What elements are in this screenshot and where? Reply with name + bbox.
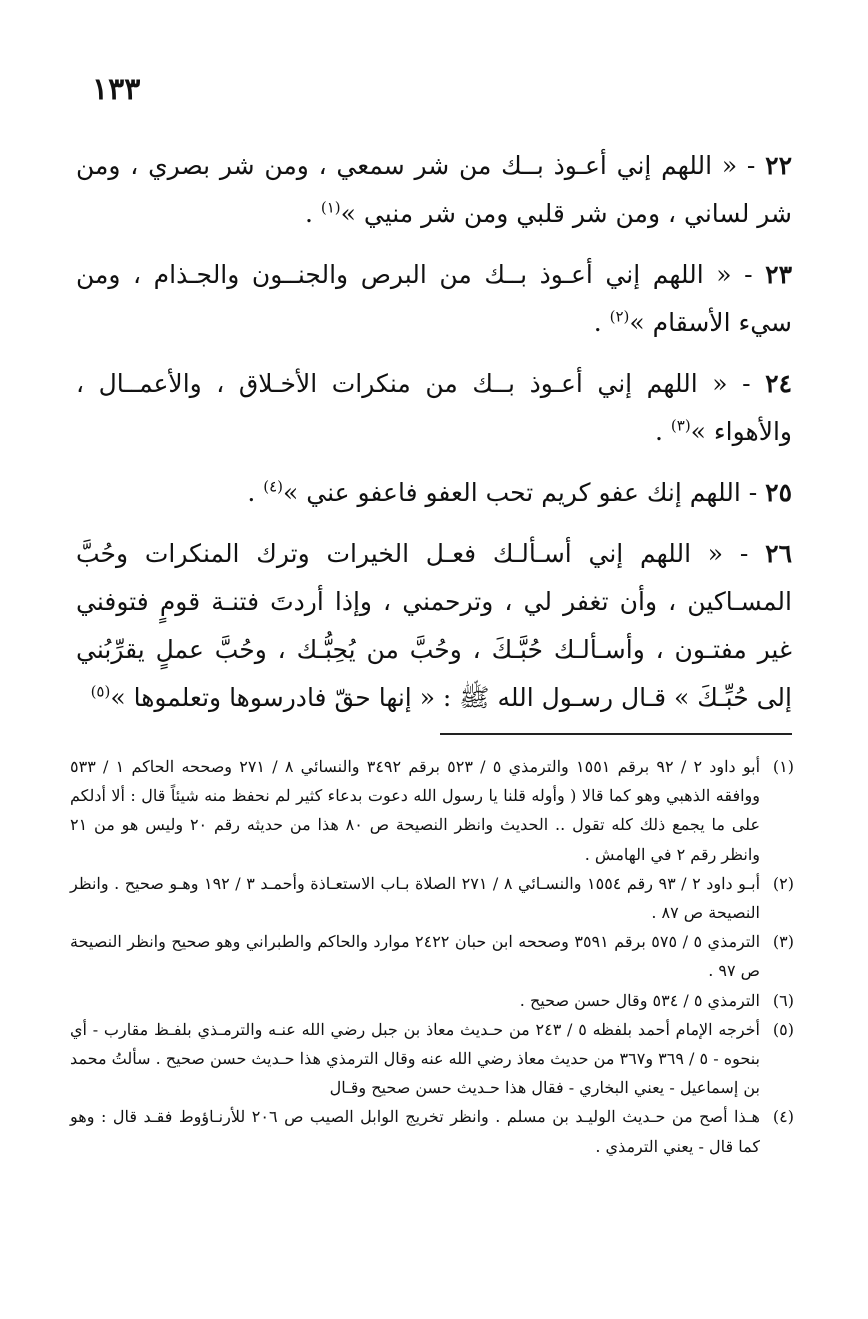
dua-number: ٢٣: [765, 260, 792, 289]
footnote-text: الترمذي ٥ / ٥٣٤ وقال حسن صحيح .: [519, 990, 760, 1010]
dua-number: ٢٤: [765, 369, 792, 398]
footnote-text: أبـو داود ٢ / ٩٣ رقم ١٥٥٤ والنسـائي ٨ / ٢٧١ الصلاة بـاب الاستعـاذة وأحمـد ٣ / ١٩٢ وهـو صحيح . وانظر النصيحة ص ٨٧ .: [70, 873, 761, 923]
footnote-number: (١): [772, 757, 794, 776]
footnote-divider: [440, 733, 792, 735]
dua-text: « اللهم إني أعـوذ بــك من البرص والجنــون والجـذام ، ومن سيء الأسقام »: [76, 260, 792, 337]
dua-item: ٢٤ - « اللهم إني أعـوذ بــك من منكرات الأخـلاق ، والأعمــال ، والأهواء »$^{(٣)}$ .: [76, 369, 792, 446]
dua-list: [76, 142, 792, 735]
footnote: [70, 927, 794, 985]
footnote-number: (٢): [772, 873, 794, 893]
footnote: [70, 1102, 794, 1160]
dua-number: ٢٥: [765, 478, 792, 507]
footnote-number: (٥): [772, 1019, 794, 1039]
footnote-text: أخرجه الإمام أحمد بلفظه ٥ / ٢٤٣ من حـديث معاذ بن جبل رضي الله عنـه والترمـذي بلفـظ مقارب - أي بنحوه - ٥ / ٣٦٩ و٣٦٧ من حديث معاذ رضي الله عنه وقال الترمذي هذا حـديث حسن صحيح . سألتُ محمد بن إسماعيل - يعني البخاري - فقال هذا حـديث حسن صحيح وقـال: [70, 1019, 761, 1098]
footnote-number: (٦): [772, 990, 794, 1010]
dua-item: ٢٣ - « اللهم إني أعـوذ بــك من البرص والجنــون والجـذام ، ومن سيء الأسقام »$^{(٢)}$ .: [76, 260, 792, 337]
dua-item: ٢٥ - اللهم إنك عفو كريم تحب العفو فاعفو عني »$^{(٤)}$ .: [247, 477, 792, 507]
footnote-ref: (١): [320, 198, 341, 217]
footnote: [70, 869, 794, 927]
footnote: [70, 1015, 794, 1103]
footnote-text: الترمذي ٥ / ٥٧٥ برقم ٣٥٩١ وصححه ابن حبان ٢٤٢٢ موارد والحاكم والطبراني وهو صحيح وانظر النصيحة ص ٩٧ .: [70, 932, 761, 981]
dua-text: « اللهم إني أسـألـك فعـل الخيرات وترك المنكرات وحُبَّ المسـاكين ، وأن تغفر لي ، وترحمني ، وإذا أردتَ فتنـة قومٍ فتوفني غير مفتـون ، وأسـألـك حُبَّـكَ ، وحُبَّ من يُحِبُّـك ، وحُبَّ عملٍ يقرِّبُني إلى حُبِّـكَ » قـال رسـول الله ﷺ : « إنها حقّ فادرسوها وتعلموها »: [76, 539, 792, 712]
footnote-ref: (٤): [263, 477, 283, 496]
page-number: ١٣٣: [92, 72, 141, 107]
footnotes: [70, 752, 794, 1161]
footnote-number: (٣): [772, 932, 794, 952]
dua-text: « اللهم إني أعـوذ بــك من شر سمعي ، ومن شر بصري ، ومن شر لساني ، ومن شر قلبي ومن شر منيي »: [76, 151, 792, 228]
footnote-number: (٤): [772, 1107, 794, 1127]
footnote: [70, 986, 794, 1015]
footnote-ref: (٢): [609, 307, 630, 326]
footnote: [70, 752, 794, 869]
footnote-text: هـذا أصح من حـديث الوليـد بن مسلم . وانظر تخريج الوابل الصيب ص ٢٠٦ للأرنـاؤوط فقـد قال : وهو كما قال - يعني الترمذي .: [70, 1107, 760, 1156]
dua-text: « اللهم إني أعـوذ بــك من منكرات الأخـلاق ، والأعمــال ، والأهواء »: [76, 369, 792, 446]
dua-item: ٢٢ - « اللهم إني أعـوذ بــك من شر سمعي ، ومن شر بصري ، ومن شر لساني ، ومن شر قلبي ومن شر منيي »$^{(١)}$ .: [76, 151, 792, 228]
dua-text: اللهم إنك عفو كريم تحب العفو فاعفو عني »: [283, 478, 741, 507]
footnote-ref: (٥): [90, 682, 111, 701]
footnote-ref: (٣): [670, 416, 691, 435]
dua-number: ٢٢: [765, 151, 792, 180]
footnote-text: أبو داود ٢ / ٩٢ برقم ١٥٥١ والترمذي ٥ / ٥٢٣ برقم ٣٤٩٢ والنسائي ٨ / ٢٧١ وصححه الحاكم ١ / ٥٣٣ ووافقه الذهبي وهو كما قالا ( وأوله قلنا يا رسول الله دعوت بدعاء كثير لم نحفظ منه شيئاً قال : ألا أدلكم على ما يجمع ذلك كله تقول .. الحديث وانظر النصيحة ص ٨٠ هذا من حديثه رقم ٢٠ وليس هو من ٢١ وانظر رقم ٢ في الهامش .: [70, 757, 761, 864]
dua-item: ٢٦ - « اللهم إني أسـألـك فعـل الخيرات وترك المنكرات وحُبَّ المسـاكين ، وأن تغفر لي ، وترحمني ، وإذا أردتَ فتنـة قومٍ فتوفني غير مفتـون ، وأسـألـك حُبَّـكَ ، وحُبَّ من يُحِبُّـك ، وحُبَّ عملٍ يقرِّبُني إلى حُبِّـكَ » قـال رسـول الله ﷺ : « إنها حقّ فادرسوها وتعلموها »$^{(٥)}$: [76, 539, 792, 712]
dua-number: ٢٦: [765, 539, 792, 568]
